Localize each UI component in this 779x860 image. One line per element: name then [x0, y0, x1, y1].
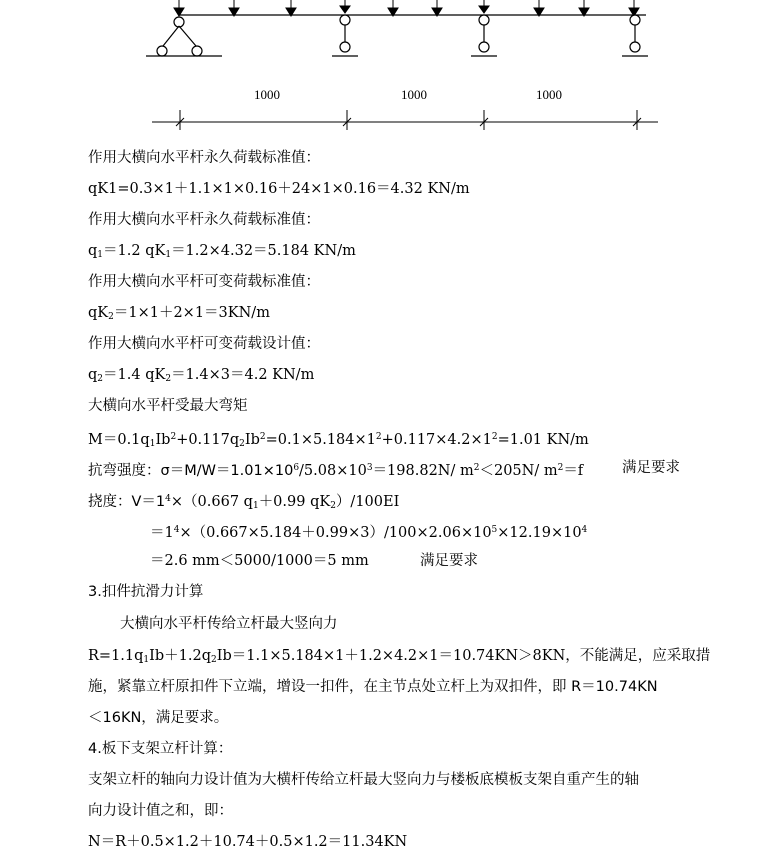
- span-label-3: 1000: [536, 87, 562, 102]
- text-line-22: 向力设计值之和，即：: [88, 803, 233, 819]
- section-heading-4: 4.板下支架立杆计算：: [88, 741, 233, 757]
- span-label-2: 1000: [401, 87, 427, 102]
- formula-q2: $q_2=1.4$ $qK_2=1.4\times 3=4.2$ KN/m: [88, 367, 315, 384]
- text-line-9: 大横向水平杆受最大弯矩: [88, 398, 248, 414]
- formula-deflection: 挠度：$V=1^4\times(0.667$ $q_1+0.99$ $qK_2)/100EI$: [88, 494, 400, 511]
- dimension-line: [152, 110, 658, 130]
- text-line-16: 大横向水平杆传给立杆最大竖向力: [120, 616, 338, 632]
- formula-deflection-result: ＝2.6 mm＜5000/1000＝5 mm: [150, 553, 369, 569]
- formula-n: N＝R＋0.5×1.2＋10.74＋0.5×1.2＝11.34KN: [88, 834, 408, 850]
- formula-moment: $M=0.1q_1Ib^2+0.117q_2Ib^2=0.1\times 5.184\times 1^2+0.117\times 4.2\times 1^2=1.01$ KN/m: [88, 432, 589, 449]
- text-line-18: 施，紧靠立杆原扣件下立端，增设一扣件，在主节点处立杆上为双扣件，即 R＝10.74KN: [88, 679, 658, 695]
- support-3: [471, 15, 497, 56]
- support-2: [332, 15, 358, 56]
- text-line-21: 支架立杆的轴向力设计值为大横杆传给立杆最大竖向力与楼板底模板支架自重产生的轴: [88, 772, 639, 788]
- deflection-ok-label: 满足要求: [420, 553, 478, 569]
- text-line-19: ＜16KN，满足要求。: [88, 710, 229, 726]
- support-4: [622, 15, 648, 56]
- span-label-1: 1000: [254, 87, 280, 102]
- section-heading-3: 3.扣件抗滑力计算: [88, 584, 204, 600]
- bending-ok-label: 满足要求: [622, 460, 680, 476]
- beam-load-diagram: [0, 0, 779, 140]
- text-line-7: 作用大横向水平杆可变荷载设计值：: [88, 336, 320, 352]
- formula-qk1: qK1=0.3×1＋1.1×1×0.16＋24×1×0.16＝4.32 KN/m: [88, 181, 470, 197]
- text-line-3: 作用大横向水平杆永久荷载标准值：: [88, 212, 320, 228]
- distributed-load-arrows: [174, 0, 639, 16]
- text-line-5: 作用大横向水平杆可变荷载标准值：: [88, 274, 320, 290]
- formula-q1: $q_1=1.2$ $qK_1=1.2\times 4.32=5.184$ KN/m: [88, 243, 356, 260]
- formula-deflection-sub: $=1^4\times(0.667\times 5.184+0.99\times 3)/100\times 2.06\times 10^5\times 12.19\times 10^4$: [150, 525, 588, 541]
- pin-support-left: [146, 17, 222, 56]
- text-line-1: 作用大横向水平杆永久荷载标准值：: [88, 150, 320, 166]
- formula-r: $R=1.1q_1Ib+1.2q_2Ib=1.1\times 5.184\times 1+1.2\times 4.2\times 1=10.74KN>8KN$，不能满足，应采取措: [88, 648, 711, 665]
- formula-bending-strength: 抗弯强度：$\sigma=M/W=1.01\times 10^6/5.08\times 10^3=198.82N/$ $m^2<205N/$ $m^2=f$: [88, 463, 584, 479]
- formula-qk2: $qK_2=1\times 1+2\times 1=3KN/m$: [88, 305, 270, 322]
